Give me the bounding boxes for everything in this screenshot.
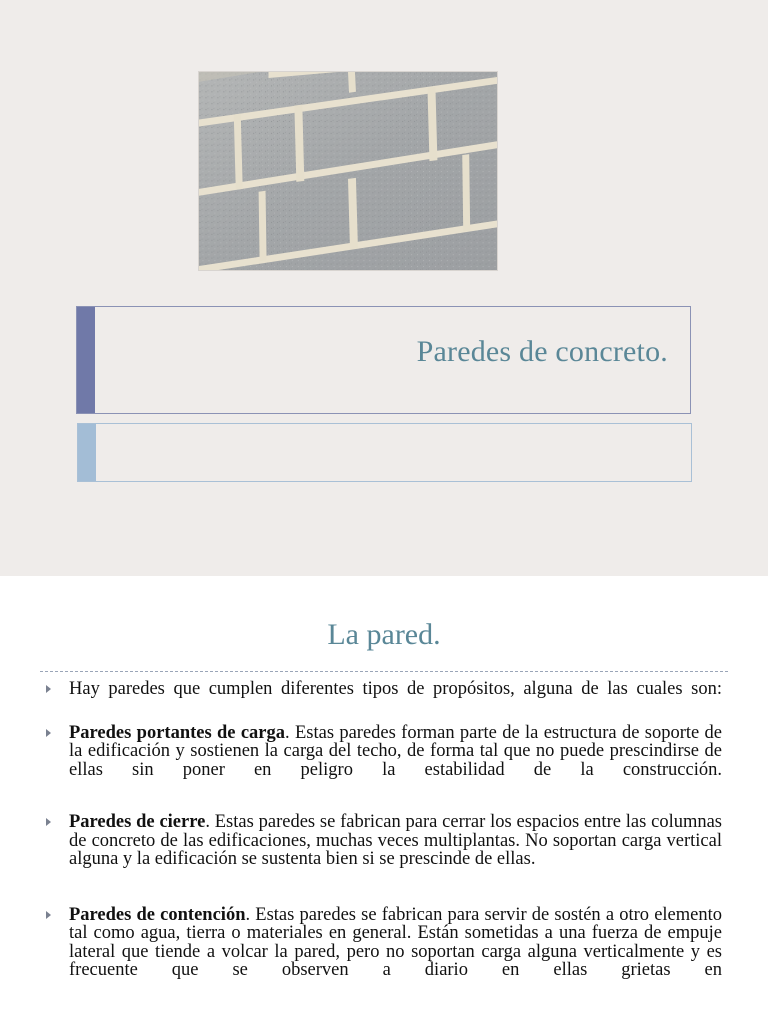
bullet-item: [46, 724, 722, 780]
title-accent-bar: [77, 307, 95, 413]
bullet-lead: Paredes de contención: [69, 904, 246, 925]
content-slide: [0, 576, 768, 1024]
bullet-item: [46, 813, 722, 869]
bullet-list: [46, 680, 722, 980]
concrete-blocks-picture: [199, 72, 497, 270]
bullet-item: [46, 680, 722, 699]
title-divider: [40, 671, 728, 672]
triangle-bullet-icon: [46, 818, 51, 826]
bullet-lead: Paredes portantes de carga: [69, 722, 286, 743]
bullet-text: . Estas paredes forman parte de la estructura de soporte de la edificación y sostienen la carga del techo, de forma tal que no puede prescindirse de ellas sin poner en peligro la estabilidad de la construcción.: [69, 722, 722, 780]
subtitle-box: [77, 423, 692, 482]
bullet-lead: Paredes de cierre: [69, 812, 206, 832]
title-box: [76, 306, 691, 414]
concrete-wall-image: [198, 71, 498, 271]
bullet-text: . Estas paredes se fabrican para servir de sostén a otro elemento tal como agua, tierra o materiales en general. Están sometidas a una fuerza de empuje lateral que tiende a volcar la pared, pero no soportan carga alguna verticalmente y es frecuente que se observen a diario en ellas grietas en: [69, 904, 723, 980]
subtitle-accent-bar: [78, 424, 96, 481]
bullet-text: . Estas paredes se fabrican para cerrar los espacios entre las columnas de concreto de las edificaciones, muchas veces multiplantas. No soportan carga vertical alguna y la edificación se sustenta bien si se prescinde de ellas.: [69, 812, 723, 869]
content-title: La pared.: [327, 618, 441, 651]
triangle-bullet-icon: [46, 911, 51, 919]
slide-title: Paredes de concreto.: [416, 335, 668, 368]
triangle-bullet-icon: [46, 685, 51, 693]
bullet-item: [46, 906, 722, 980]
triangle-bullet-icon: [46, 729, 51, 737]
bullet-text: Hay paredes que cumplen diferentes tipos de propósitos, alguna de las cuales son:: [69, 679, 722, 699]
